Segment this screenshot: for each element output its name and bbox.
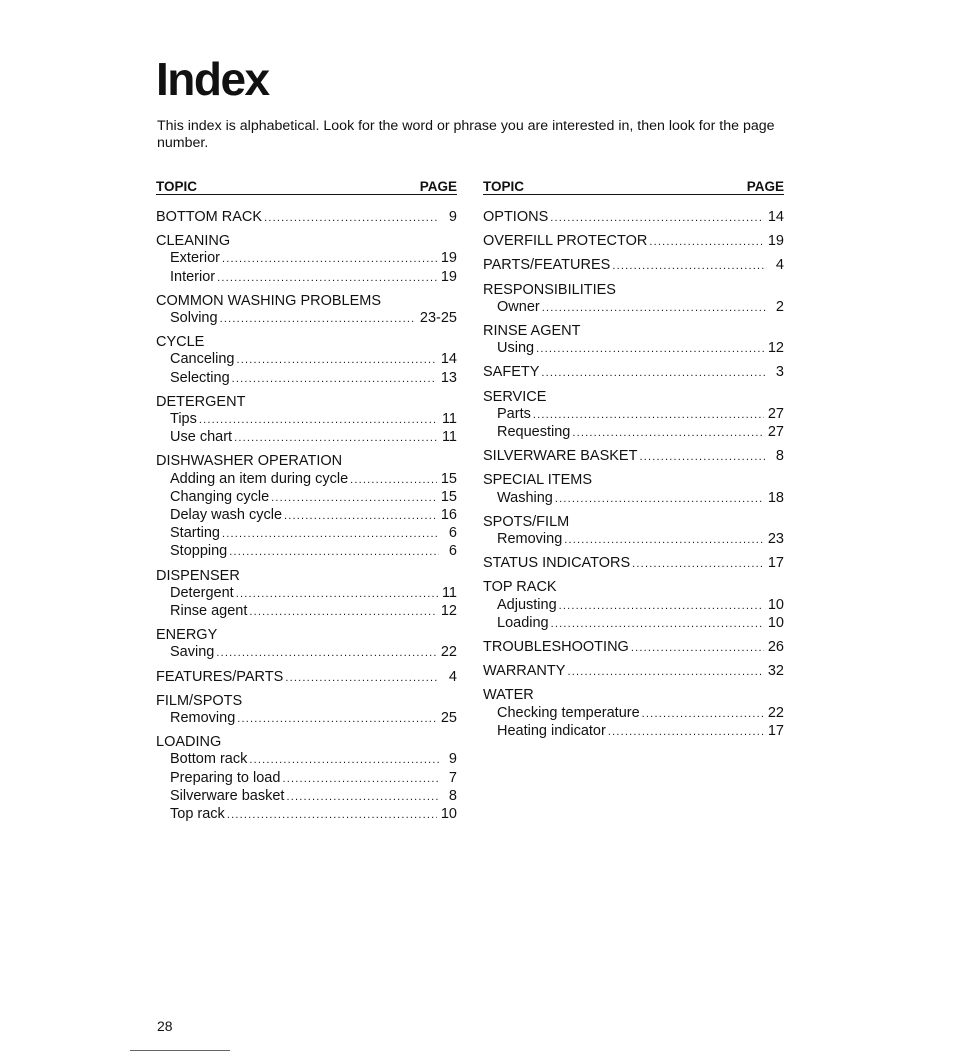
dot-leader	[285, 670, 439, 687]
index-subentry	[483, 424, 784, 442]
entry-label: Adjusting	[497, 596, 557, 613]
dot-leader	[222, 251, 437, 268]
entry-label: Loading	[497, 614, 549, 631]
entry-label: Tips	[170, 411, 197, 428]
dot-leader	[286, 789, 439, 806]
entry-page: 27	[767, 405, 784, 422]
entry-page: 23-25	[419, 310, 457, 327]
entry-page: 11	[441, 584, 457, 601]
dot-leader	[541, 365, 766, 382]
dot-leader	[612, 258, 766, 275]
entry-page: 12	[767, 340, 784, 357]
entry-label: Interior	[170, 268, 216, 285]
entry-label: OVERFILL PROTECTOR	[483, 233, 648, 250]
entry-label: Solving	[170, 310, 218, 327]
index-column-right	[483, 178, 784, 747]
entry-heading: SERVICE	[483, 388, 547, 405]
index-entry	[156, 293, 457, 328]
entry-label: Saving	[170, 644, 215, 661]
entry-heading: RESPONSIBILITIES	[483, 281, 616, 298]
dot-leader	[222, 526, 439, 543]
topic-header: TOPIC	[156, 179, 198, 194]
entry-label: SAFETY	[483, 364, 540, 381]
dot-leader	[551, 616, 764, 633]
entry-page: 19	[440, 268, 457, 285]
index-entry	[156, 568, 457, 622]
index-subentry	[483, 531, 784, 549]
index-subentry	[156, 770, 457, 788]
index-entry	[483, 323, 784, 358]
entry-label: Requesting	[497, 424, 571, 441]
entry-label: Silverware basket	[170, 787, 285, 804]
footer-rule	[130, 1050, 230, 1051]
index-subentry	[156, 370, 457, 388]
entry-label: Canceling	[170, 351, 235, 368]
index-row	[483, 364, 784, 382]
index-subentry	[156, 250, 457, 268]
dot-leader	[236, 586, 438, 603]
index-entry	[483, 472, 784, 507]
index-row	[156, 669, 457, 687]
entry-heading: SPOTS/FILM	[483, 513, 570, 530]
entry-page: 12	[440, 603, 457, 620]
index-row	[483, 448, 784, 466]
dot-leader	[271, 490, 437, 507]
index-subentry	[156, 644, 457, 662]
index-subentry	[483, 705, 784, 723]
entry-page: 32	[767, 663, 784, 680]
entry-page: 6	[448, 543, 457, 560]
entry-label: Stopping	[170, 543, 228, 560]
entry-page: 10	[767, 596, 784, 613]
entry-label: Use chart	[170, 429, 233, 446]
entry-heading: ENERGY	[156, 627, 218, 644]
entry-label: Owner	[497, 298, 540, 315]
index-subentry	[156, 429, 457, 447]
entry-label: STATUS INDICATORS	[483, 555, 631, 572]
column-header	[156, 178, 457, 195]
dot-leader	[550, 210, 764, 227]
dot-leader	[284, 508, 437, 525]
index-entry	[483, 448, 784, 466]
index-entry	[483, 364, 784, 382]
index-subentry	[483, 340, 784, 358]
entry-page: 15	[440, 488, 457, 505]
dot-leader	[220, 311, 416, 328]
index-entries-right	[483, 209, 784, 741]
index-entries-left	[156, 209, 457, 824]
dot-leader	[249, 752, 439, 769]
dot-leader	[555, 491, 764, 508]
entry-page: 25	[440, 710, 457, 727]
dot-leader	[234, 430, 438, 447]
entry-label: TROUBLESHOOTING	[483, 639, 629, 656]
index-subentry	[483, 615, 784, 633]
dot-leader	[217, 270, 437, 287]
index-entry	[483, 257, 784, 275]
entry-label: Detergent	[170, 584, 234, 601]
dot-leader	[237, 352, 437, 369]
entry-label: Exterior	[170, 250, 220, 267]
topic-header: TOPIC	[483, 179, 525, 194]
index-subentry	[156, 489, 457, 507]
dot-leader	[572, 425, 764, 442]
dot-leader	[237, 711, 437, 728]
entry-page: 22	[767, 704, 784, 721]
index-subentry	[156, 788, 457, 806]
dot-leader	[564, 532, 764, 549]
dot-leader	[632, 556, 764, 573]
entry-page: 10	[767, 614, 784, 631]
entry-page: 6	[448, 525, 457, 542]
index-subentry	[156, 411, 457, 429]
dot-leader	[567, 664, 763, 681]
entry-label: PARTS/FEATURES	[483, 257, 611, 274]
index-entry	[483, 209, 784, 227]
dot-leader	[608, 724, 764, 741]
index-subentry	[156, 806, 457, 824]
entry-page: 13	[440, 369, 457, 386]
entry-heading: WATER	[483, 687, 534, 704]
dot-leader	[249, 604, 436, 621]
index-subentry	[483, 723, 784, 741]
entry-label: Using	[497, 340, 535, 357]
index-entry	[156, 693, 457, 728]
entry-page: 26	[767, 639, 784, 656]
index-entry	[483, 555, 784, 573]
entry-label: SILVERWARE BASKET	[483, 448, 638, 465]
entry-heading: CLEANING	[156, 233, 231, 250]
entry-page: 16	[440, 507, 457, 524]
entry-page: 9	[448, 751, 457, 768]
entry-label: Preparing to load	[170, 769, 281, 786]
entry-page: 4	[448, 668, 457, 685]
entry-label: Delay wash cycle	[170, 507, 283, 524]
page-title: Index	[156, 53, 269, 105]
index-entry	[483, 233, 784, 251]
dot-leader	[542, 300, 766, 317]
entry-page: 23	[767, 531, 784, 548]
entry-page: 7	[448, 769, 457, 786]
entry-heading: DETERGENT	[156, 393, 246, 410]
entry-label: Starting	[170, 525, 220, 542]
entry-page: 8	[448, 787, 457, 804]
index-entry	[156, 394, 457, 448]
dot-leader	[350, 472, 437, 489]
entry-heading: CYCLE	[156, 334, 205, 351]
index-entry	[156, 627, 457, 662]
entry-heading: DISPENSER	[156, 567, 240, 584]
index-row	[483, 209, 784, 227]
entry-label: Removing	[170, 710, 236, 727]
entry-label: Parts	[497, 405, 531, 422]
column-header	[483, 178, 784, 195]
index-subentry	[156, 525, 457, 543]
entry-page: 18	[767, 489, 784, 506]
entry-page: 8	[775, 448, 784, 465]
dot-leader	[264, 210, 439, 227]
entry-heading: SPECIAL ITEMS	[483, 472, 593, 489]
index-subentry	[156, 507, 457, 525]
entry-page: 14	[767, 209, 784, 225]
entry-heading: RINSE AGENT	[483, 323, 581, 340]
index-row	[483, 639, 784, 657]
index-entry	[483, 514, 784, 549]
entry-label: Rinse agent	[170, 603, 248, 620]
index-entry	[156, 233, 457, 287]
entry-page: 10	[440, 806, 457, 823]
dot-leader	[642, 706, 764, 723]
index-subentry	[156, 269, 457, 287]
entry-label: Selecting	[170, 369, 230, 386]
index-entry	[483, 687, 784, 741]
entry-page: 27	[767, 424, 784, 441]
dot-leader	[631, 640, 764, 657]
index-entry	[156, 453, 457, 561]
index-subentry	[156, 471, 457, 489]
index-subentry	[156, 543, 457, 561]
entry-label: Changing cycle	[170, 488, 270, 505]
index-subentry	[156, 351, 457, 369]
index-entry	[483, 389, 784, 443]
dot-leader	[536, 341, 764, 358]
index-entry	[483, 282, 784, 317]
index-entry	[483, 579, 784, 633]
entry-label: Bottom rack	[170, 751, 248, 768]
index-row	[156, 209, 457, 227]
index-subentry	[156, 710, 457, 728]
index-subentry	[156, 751, 457, 769]
entry-label: OPTIONS	[483, 209, 549, 225]
dot-leader	[227, 807, 437, 824]
index-entry	[156, 334, 457, 388]
entry-heading: TOP RACK	[483, 579, 557, 596]
entry-page: 22	[440, 644, 457, 661]
dot-leader	[639, 449, 766, 466]
entry-page: 19	[767, 233, 784, 250]
entry-page: 11	[441, 429, 457, 446]
intro-text: This index is alphabetical. Look for the word or phrase you are interested in, then look for the page number.	[157, 118, 775, 151]
index-entry	[483, 639, 784, 657]
index-entry	[156, 209, 457, 227]
dot-leader	[282, 771, 439, 788]
entry-page: 11	[441, 411, 457, 428]
entry-page: 2	[775, 298, 784, 315]
entry-heading: LOADING	[156, 734, 222, 751]
entry-page: 17	[767, 555, 784, 572]
dot-leader	[533, 407, 764, 424]
entry-label: FEATURES/PARTS	[156, 668, 284, 685]
index-column-left	[156, 178, 457, 830]
entry-label: Removing	[497, 531, 563, 548]
entry-heading: COMMON WASHING PROBLEMS	[156, 292, 382, 309]
index-subentry	[483, 299, 784, 317]
index-subentry	[483, 490, 784, 508]
entry-page: 15	[440, 470, 457, 487]
index-subentry	[483, 406, 784, 424]
index-row	[483, 555, 784, 573]
entry-page: 3	[775, 364, 784, 381]
entry-page: 14	[440, 351, 457, 368]
entry-page: 9	[448, 209, 457, 225]
entry-page: 4	[775, 257, 784, 274]
dot-leader	[649, 234, 763, 251]
page-header: PAGE	[419, 179, 457, 194]
entry-heading: DISHWASHER OPERATION	[156, 453, 343, 470]
dot-leader	[232, 371, 437, 388]
entry-page: 17	[767, 722, 784, 739]
entry-label: BOTTOM RACK	[156, 209, 263, 225]
index-subentry	[156, 310, 457, 328]
entry-label: Washing	[497, 489, 553, 506]
entry-heading: FILM/SPOTS	[156, 692, 243, 709]
entry-page: 19	[440, 250, 457, 267]
entry-label: Checking temperature	[497, 704, 640, 721]
dot-leader	[559, 598, 764, 615]
index-row	[483, 663, 784, 681]
entry-label: WARRANTY	[483, 663, 566, 680]
dot-leader	[199, 412, 438, 429]
index-row	[483, 233, 784, 251]
entry-label: Top rack	[170, 806, 225, 823]
index-entry	[156, 734, 457, 824]
index-subentry	[156, 603, 457, 621]
index-row	[483, 257, 784, 275]
dot-leader	[216, 645, 437, 662]
index-subentry	[156, 585, 457, 603]
dot-leader	[229, 544, 439, 561]
entry-label: Heating indicator	[497, 722, 606, 739]
entry-label: Adding an item during cycle	[170, 470, 349, 487]
index-entry	[483, 663, 784, 681]
page-header: PAGE	[746, 179, 784, 194]
index-entry	[156, 669, 457, 687]
index-subentry	[483, 597, 784, 615]
page-number: 28	[157, 1018, 173, 1034]
